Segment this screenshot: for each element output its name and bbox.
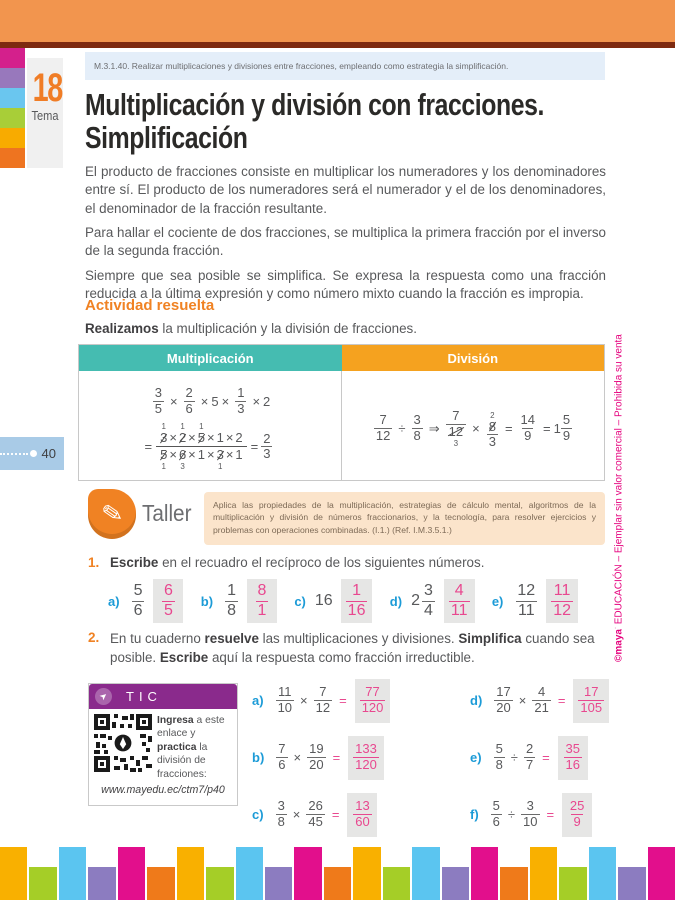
- cancel-fraction: [156, 422, 247, 471]
- fraction: $\frac{7}{12}$: [315, 684, 331, 715]
- fraction: $\frac{5}{6}$: [133, 582, 143, 619]
- answer-fraction: $\frac{11}{12}$: [553, 582, 571, 619]
- answer-fraction: $\frac{133}{120}$: [355, 741, 377, 772]
- tema-number: 18: [32, 66, 62, 110]
- bottom-color-bar: [0, 847, 675, 900]
- lead-rest: la multiplicación y la división de fracciones.: [158, 321, 417, 336]
- copyright-rest: EDUCACIÓN – Ejemplar sin valor comercial – Prohibida su venta: [613, 334, 625, 628]
- factor: 1 3: [160, 422, 168, 446]
- answer-fraction: $\frac{6}{5}$: [164, 582, 173, 619]
- paragraph: Para hallar el cociente de dos fracciones, se multiplica la primera fracción por el inverso de la segunda fracción.: [85, 225, 606, 259]
- operator: ×: [518, 693, 527, 708]
- whole-number: 5: [211, 393, 219, 409]
- color-bar: [559, 867, 586, 900]
- color-bar: [0, 847, 27, 900]
- qr-code: [94, 714, 152, 772]
- fraction: $\frac{3}{10}$: [523, 798, 538, 829]
- title-line-1: Multiplicación y división con fracciones.: [85, 87, 545, 122]
- cursor-arrow-icon: ➤: [95, 688, 112, 705]
- fraction: $\frac{2}{7}$: [525, 741, 534, 772]
- color-bar: [530, 847, 557, 900]
- tic-title: TIC: [126, 689, 162, 704]
- mult-working: [145, 422, 276, 471]
- cancel-denominator: [159, 447, 244, 471]
- result-fraction: $\frac{2}{3}$: [263, 430, 271, 462]
- exercise-2-text: En tu cuaderno resuelve las multiplicaciones y divisiones. Simplifica cuando sea posible. Escribe aquí la respuesta como fracción irreductible.: [110, 631, 595, 665]
- factor: 1 5: [197, 422, 205, 446]
- ex2-item-d: [470, 672, 620, 729]
- tic-header: [89, 684, 237, 709]
- mixed-fraction: $\frac{5}{9}$: [562, 412, 571, 443]
- tic-box: [88, 683, 238, 806]
- fraction: $\frac{3}{8}$: [277, 798, 285, 829]
- times-sign: ×: [207, 447, 215, 463]
- cell-division: [342, 371, 604, 480]
- text-bold: Escribe: [110, 555, 159, 570]
- paragraph: Siempre que sea posible se simplifica. Se expresa la respuesta como una fracción reducida a la última expresión y como número mixto cuando la fracción es impropia.: [85, 267, 606, 302]
- color-bar: [29, 867, 56, 900]
- item-label: b): [200, 593, 214, 609]
- ex2-item-b: [252, 729, 440, 786]
- ex1-item-c: [294, 579, 372, 623]
- times-sign: ×: [188, 447, 196, 463]
- answer-fraction: $\frac{17}{105}$: [580, 684, 603, 715]
- times-sign: ×: [188, 430, 196, 446]
- fraction: $\frac{3}{5}$: [154, 384, 162, 416]
- equals-sign: =: [339, 693, 347, 708]
- color-bar: [500, 867, 527, 900]
- equals-sign: =: [331, 807, 340, 822]
- color-bar: [236, 847, 263, 900]
- fraction: $\frac{26}{45}$: [308, 798, 323, 829]
- curriculum-standard: [85, 52, 605, 80]
- taller-pencil-icon: [88, 489, 136, 539]
- tic-body: [89, 709, 237, 783]
- fraction: $\frac{3}{4}$: [423, 582, 433, 619]
- item-label: a): [108, 593, 120, 609]
- whole-number: 16: [314, 592, 333, 609]
- operator: ÷: [507, 807, 516, 822]
- operator: ÷: [510, 750, 518, 765]
- answer-fraction: $\frac{25}{9}$: [569, 798, 585, 829]
- ex2-item-a: [252, 672, 440, 729]
- intro-paragraphs: [85, 163, 606, 310]
- times-sign: ×: [207, 430, 215, 446]
- tic-url-link[interactable]: www.mayedu.ec/ctm7/p40: [101, 783, 225, 796]
- times-sign: ×: [221, 393, 230, 409]
- exercise-1-number: 1.: [88, 555, 100, 570]
- equals-sign: =: [332, 750, 341, 765]
- times-sign: ×: [225, 447, 234, 463]
- square-purple: [0, 68, 25, 88]
- times-sign: ×: [225, 430, 234, 446]
- factor: 3 1: [216, 447, 224, 472]
- fraction: $\frac{5}{6}$: [492, 798, 500, 829]
- times-sign: ×: [200, 393, 209, 409]
- fraction: $\frac{7}{12}$: [375, 412, 391, 443]
- color-bar: [265, 867, 292, 900]
- answer-fraction: $\frac{8}{1}$: [257, 582, 267, 619]
- answer-fraction: $\frac{13}{60}$: [355, 798, 370, 829]
- color-bar: [589, 847, 616, 900]
- square-orange: [0, 148, 25, 168]
- equals-sign: =: [250, 439, 259, 455]
- color-bar: [294, 847, 321, 900]
- fraction: $\frac{2}{6}$: [185, 384, 193, 416]
- times-sign: ×: [169, 430, 177, 446]
- operator: ×: [300, 693, 308, 708]
- color-bar: [353, 847, 380, 900]
- top-banner-divider: [0, 42, 675, 48]
- answer-fraction: $\frac{35}{16}$: [565, 741, 580, 772]
- factor: 12 3: [448, 423, 464, 448]
- worked-example-table: [78, 344, 605, 481]
- ex1-item-e: [492, 579, 578, 623]
- answer-fraction: $\frac{4}{11}$: [450, 582, 468, 619]
- exercise-1-text: [110, 555, 484, 570]
- divide-sign: ÷: [398, 421, 406, 436]
- ex1-item-d: [390, 579, 475, 623]
- item-label: b): [252, 750, 265, 765]
- color-bar: [206, 867, 233, 900]
- color-bar: [442, 867, 469, 900]
- fraction: $\frac{3}{8}$: [413, 412, 421, 443]
- taller-label: Taller: [142, 500, 192, 526]
- factor: 2 8: [488, 411, 496, 435]
- square-green: [0, 108, 25, 128]
- item-label: c): [252, 807, 264, 822]
- answer-box[interactable]: [247, 579, 277, 623]
- tema-label: Tema: [31, 108, 59, 123]
- fraction: $\frac{17}{20}$: [496, 684, 511, 715]
- ex2-item-e: [470, 729, 620, 786]
- operator: ×: [292, 807, 301, 822]
- factor: 6 3: [178, 447, 187, 472]
- operator: ×: [293, 750, 302, 765]
- color-bar: [88, 867, 115, 900]
- times-sign: ×: [169, 447, 177, 463]
- copyright-vertical-text: ©maya· EDUCACIÓN – Ejemplar sin valor comercial – Prohibida su venta: [613, 334, 625, 662]
- color-bar: [471, 847, 498, 900]
- ex2-item-c: [252, 786, 440, 843]
- page-title: [85, 88, 544, 155]
- square-blue: [0, 88, 25, 108]
- pencil-icon: ✎: [99, 498, 125, 530]
- answer-box[interactable]: [347, 793, 377, 837]
- ex2-item-f: [470, 786, 620, 843]
- answer-box[interactable]: [341, 579, 373, 623]
- taller-description: Aplica las propiedades de la multiplicación, estrategias de cálculo mental, algoritmos de la multiplicación y división de números fraccionarios, y la tecnología, para resolver ejercicios y problemas con operaciones combinadas. (I.1.) (Ref. I.M.3.5.1.): [204, 492, 605, 545]
- answer-box[interactable]: [153, 579, 183, 623]
- page-number: 40: [41, 446, 56, 461]
- item-label: c): [294, 593, 306, 609]
- fraction: $\frac{19}{20}$: [309, 741, 324, 772]
- color-bar: [412, 847, 439, 900]
- color-bar: [177, 847, 204, 900]
- mult-expression: [150, 386, 271, 417]
- times-sign: ×: [252, 393, 261, 409]
- factor: 1: [197, 447, 205, 463]
- answer-box[interactable]: [562, 793, 592, 837]
- fraction: $\frac{1}{3}$: [237, 384, 245, 416]
- tic-text: Ingresa a este enlace y practica la división de fracciones:: [157, 715, 225, 780]
- answer-fraction: $\frac{77}{120}$: [361, 684, 384, 715]
- color-bar: [324, 867, 351, 900]
- color-bar: [118, 847, 145, 900]
- factor: 1: [235, 447, 243, 463]
- dot: [30, 450, 37, 457]
- equals-sign: =: [543, 421, 551, 436]
- fraction: $\frac{7}{6}$: [278, 741, 286, 772]
- top-banner: [0, 0, 675, 42]
- factor: 1: [216, 430, 224, 446]
- fraction: $\frac{5}{8}$: [495, 741, 503, 772]
- equals-sign: =: [542, 750, 550, 765]
- color-bar: [59, 847, 86, 900]
- item-label: e): [470, 750, 482, 765]
- answer-box[interactable]: [355, 679, 391, 723]
- table-header-row: [79, 345, 604, 371]
- ex1-item-a: [108, 579, 183, 623]
- answer-box[interactable]: [558, 736, 588, 780]
- dotted-line: [0, 453, 28, 455]
- answer-fraction: $\frac{1}{16}$: [347, 582, 366, 619]
- exercise-1-items: [108, 575, 578, 627]
- answer-box[interactable]: [348, 736, 384, 780]
- item-label: e): [491, 593, 504, 609]
- whole-number: 2: [263, 393, 271, 409]
- color-bar: [147, 867, 174, 900]
- activity-lead: [85, 321, 417, 336]
- item-label: a): [252, 693, 264, 708]
- standard-text: M.3.1.40. Realizar multiplicaciones y divisiones entre fracciones, empleando como estrategia la simplificación.: [94, 61, 509, 71]
- cell-multiplicacion: [79, 371, 342, 480]
- ex1-item-b: [201, 579, 277, 623]
- fraction: $\frac{14}{9}$: [520, 412, 536, 443]
- equals-sign: =: [546, 807, 555, 822]
- answer-box[interactable]: [573, 679, 609, 723]
- exercise-2-number: 2.: [88, 630, 100, 645]
- tema-badge: [27, 58, 63, 168]
- text-rest: en el recuadro el recíproco de los siguientes números.: [158, 555, 485, 570]
- mixed-whole: 2: [411, 592, 420, 609]
- item-label: f): [470, 807, 479, 822]
- factor: 1 2: [178, 422, 187, 446]
- fraction: $\frac{4}{21}$: [534, 684, 549, 715]
- answer-box[interactable]: [546, 579, 578, 623]
- mixed-whole: 1: [553, 421, 561, 436]
- fraction: $\frac{12}{11}$: [517, 582, 536, 619]
- answer-box[interactable]: [444, 579, 475, 623]
- title-line-2: Simplificación: [85, 120, 248, 156]
- equals-sign: =: [504, 421, 513, 436]
- header-multiplicacion: Multiplicación: [79, 345, 342, 371]
- equals-sign: =: [557, 693, 566, 708]
- brand-name: ©maya: [613, 629, 625, 662]
- factor: 5 1: [160, 447, 168, 472]
- square-magenta: [0, 48, 25, 68]
- paragraph: El producto de fracciones consiste en multiplicar los numeradores y los denominadores entre sí. El producto de los numeradores será el numerador y el de los denominadores, el denominador de la fracción resultante.: [85, 164, 606, 216]
- table-body-row: [79, 371, 604, 480]
- header-division: División: [342, 345, 605, 371]
- page-number-band: [0, 437, 64, 470]
- fraction: $\frac{1}{8}$: [227, 582, 236, 619]
- times-sign: ×: [472, 421, 480, 436]
- lead-bold: Realizamos: [85, 321, 159, 336]
- color-bar: [383, 867, 410, 900]
- theme-color-squares: [0, 48, 25, 168]
- cancel-fraction: 2 8 3: [488, 411, 496, 450]
- cancel-fraction: 7 12 3: [446, 409, 466, 448]
- times-sign: ×: [169, 393, 178, 409]
- item-label: d): [389, 593, 403, 609]
- fraction: $\frac{11}{10}$: [277, 684, 293, 715]
- div-working: [371, 407, 575, 450]
- square-gold: [0, 128, 25, 148]
- factor: 2: [235, 430, 243, 446]
- color-bar: [648, 847, 675, 900]
- item-label: d): [470, 693, 483, 708]
- exercise-2-items: [252, 672, 620, 843]
- color-bar: [618, 867, 645, 900]
- equals-sign: =: [144, 439, 153, 455]
- implies-arrow: ⇒: [428, 420, 440, 436]
- activity-heading: Actividad resuelta: [85, 297, 215, 314]
- cancel-numerator: [156, 422, 247, 447]
